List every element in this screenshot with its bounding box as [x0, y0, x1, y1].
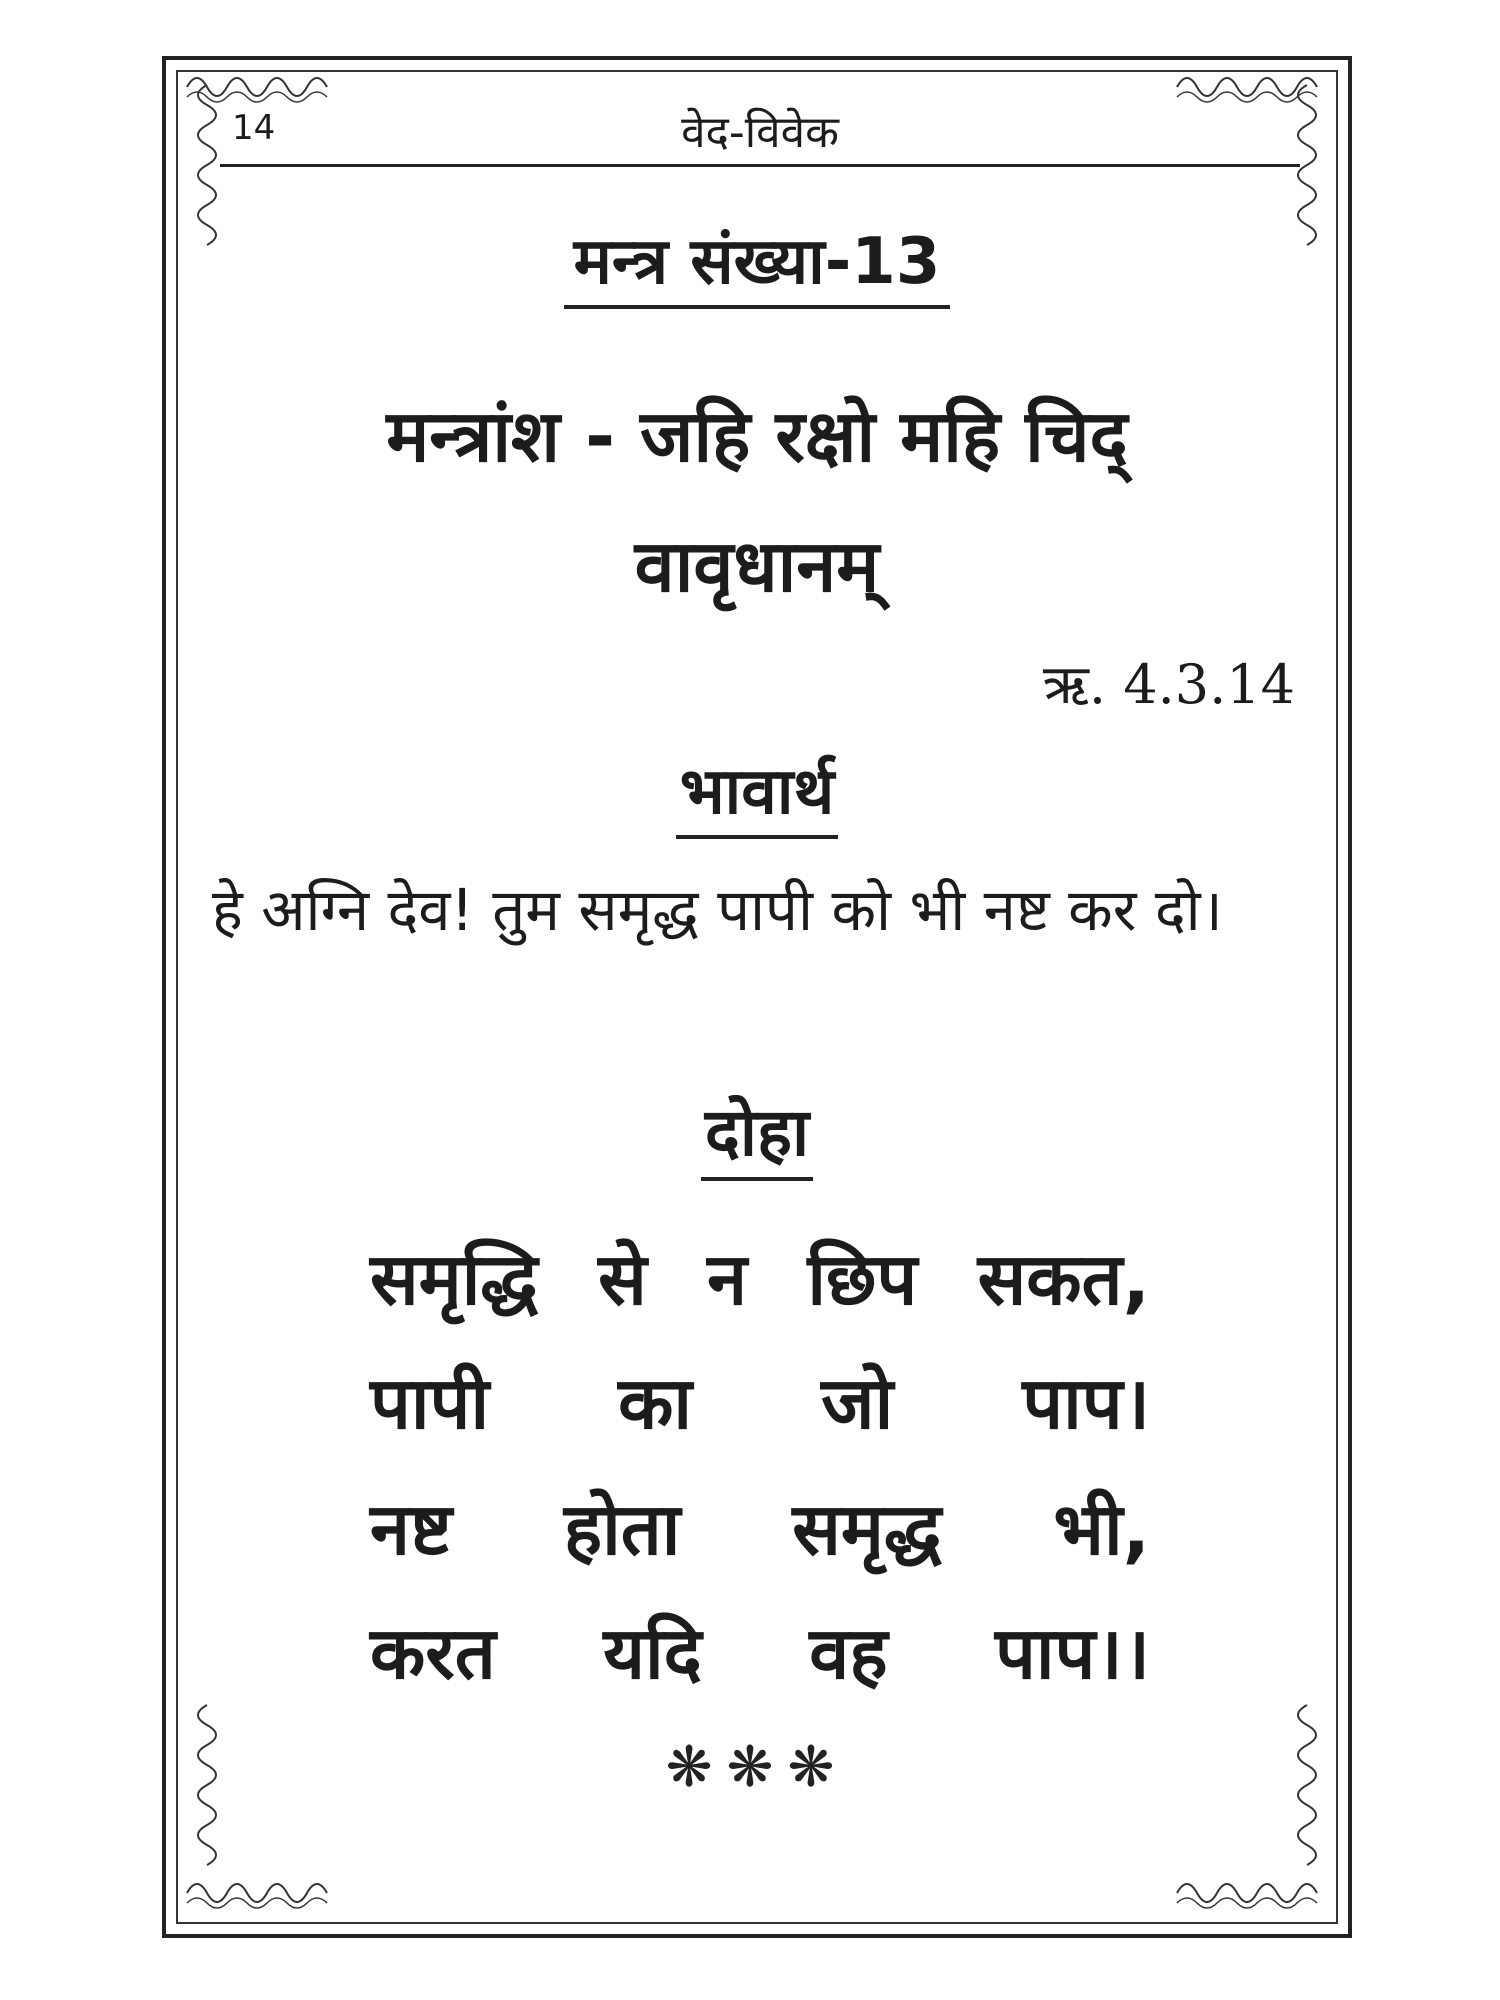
bhavarth-heading [176, 745, 1338, 832]
doha-word: जो [821, 1361, 894, 1445]
doha-line-1 [370, 1228, 1150, 1326]
doha-word: समृद्ध [792, 1487, 942, 1571]
page-header [220, 100, 1300, 170]
rigveda-reference: ऋ. 4.3.14 [1042, 653, 1295, 716]
bhavarth-heading-text: भावार्थ [676, 755, 839, 839]
doha-line-2 [370, 1352, 1150, 1450]
doha-word: पापी [370, 1361, 490, 1445]
mantra-number-text: मन्त्र संख्या-13 [564, 225, 951, 309]
doha-word: भी, [1053, 1487, 1150, 1571]
bhavarth-text: हे अग्नि देव! तुम समृद्ध पापी को भी नष्ट कर दो। [212, 876, 1223, 944]
doha-word: छिप [807, 1237, 918, 1321]
doha-word: नष्ट [370, 1487, 453, 1571]
doha-line-4 [370, 1602, 1150, 1700]
doha-word: का [618, 1361, 693, 1445]
corner-ornament-bottom-right [1172, 1868, 1332, 1918]
mantra-number-heading [176, 215, 1338, 302]
doha-line-3 [370, 1478, 1150, 1576]
header-rule [220, 164, 1300, 167]
mantransh-line-1: मन्त्रांश - जहि रक्षो महि चिद् [386, 394, 1128, 478]
doha-heading-text: दोहा [701, 1094, 813, 1181]
mantransh-line-2: वावृधानम् [634, 524, 880, 608]
corner-ornament-bottom-left [182, 1868, 342, 1918]
doha-word: पाप।। [994, 1611, 1150, 1695]
doha-word: पाप। [1022, 1361, 1150, 1445]
doha-word: से [598, 1237, 647, 1321]
doha-word: सकत, [977, 1237, 1150, 1321]
doha-word: न [707, 1237, 748, 1321]
running-head-title: वेद-विवेक [681, 107, 839, 158]
doha-word: करत [370, 1611, 496, 1695]
doha-word: होता [563, 1487, 681, 1571]
doha-word: समृद्धि [370, 1237, 538, 1321]
end-ornament: ❋❋❋ [665, 1735, 849, 1800]
page-number: 14 [232, 108, 276, 148]
doha-word: यदि [603, 1611, 702, 1695]
doha-heading [176, 1085, 1338, 1175]
doha-word: वह [809, 1611, 888, 1695]
